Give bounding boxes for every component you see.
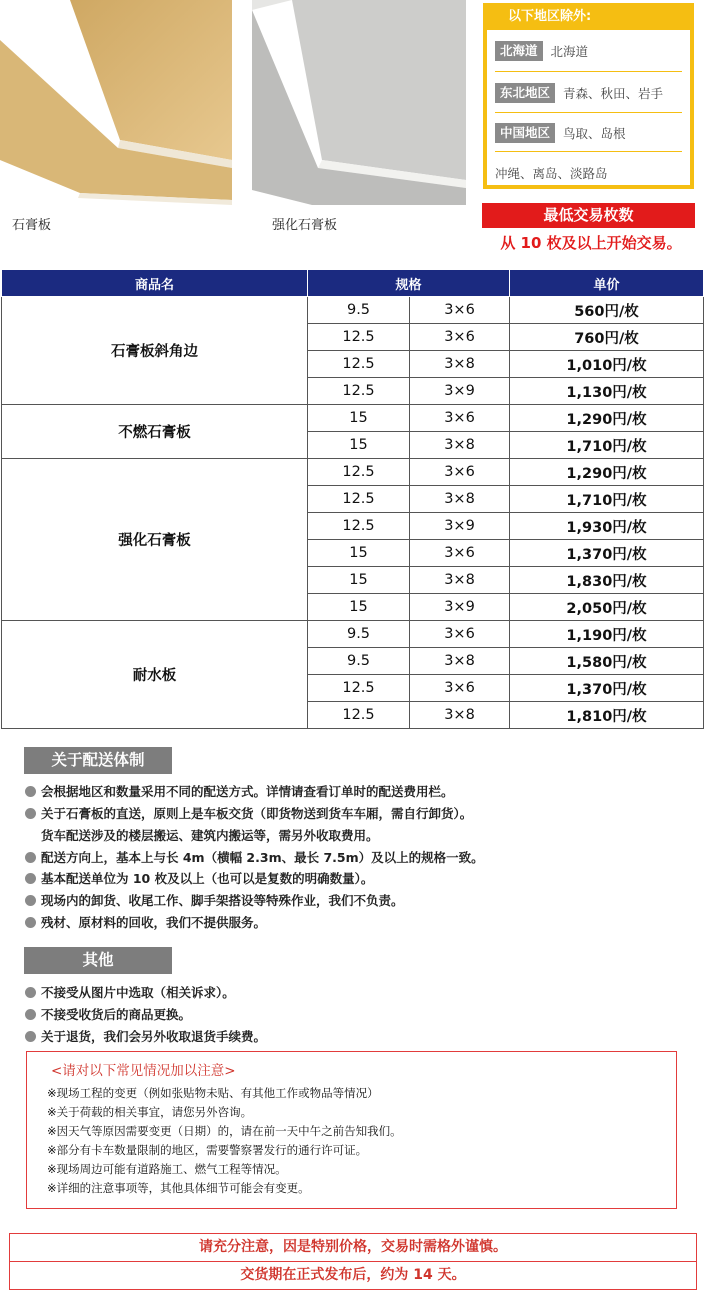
thickness-cell: 12.5 — [308, 486, 410, 513]
thickness-cell: 9.5 — [308, 648, 410, 675]
table-row — [2, 405, 704, 432]
product-name-cell: 耐水板 — [2, 621, 308, 729]
thickness-cell: 15 — [308, 405, 410, 432]
thickness-cell: 12.5 — [308, 324, 410, 351]
other-line: 关于退货，我们会另外收取退货手续费。 — [25, 1027, 266, 1045]
other-section-title: 其他 — [24, 947, 172, 974]
special-price-warning: 请充分注意，因是特别价格，交易时需格外谨慎。 — [9, 1233, 697, 1262]
header-unit-price: 单价 — [510, 270, 704, 297]
unit-price-cell: 1,830円/枚 — [510, 567, 704, 594]
unit-price-cell: 1,580円/枚 — [510, 648, 704, 675]
size-cell: 3×6 — [410, 297, 510, 324]
table-row — [2, 621, 704, 648]
region-text: 青森、秋田、岩手 — [563, 86, 664, 101]
size-cell: 3×6 — [410, 405, 510, 432]
delivery-time-note: 交货期在正式发布后，约为 14 天。 — [9, 1261, 697, 1290]
table-row — [2, 297, 704, 324]
region-text: 北海道 — [550, 44, 589, 59]
product-name-cell: 石膏板斜角边 — [2, 297, 308, 405]
excluded-regions-box — [483, 3, 694, 189]
gypsum-board-illustration — [0, 0, 232, 205]
notice-line: ※因天气等原因需要变更（日期）的，请在前一天中午之前告知我们。 — [47, 1124, 402, 1138]
header-spec: 规格 — [308, 270, 510, 297]
unit-price-cell: 1,190円/枚 — [510, 621, 704, 648]
size-cell: 3×8 — [410, 702, 510, 729]
region-tag: 中国地区 — [495, 123, 555, 143]
delivery-line: 基本配送单位为 10 枚及以上（也可以是复数的明确数量）。 — [25, 869, 373, 887]
size-cell: 3×9 — [410, 378, 510, 405]
size-cell: 3×8 — [410, 648, 510, 675]
unit-price-cell: 1,290円/枚 — [510, 459, 704, 486]
size-cell: 3×6 — [410, 540, 510, 567]
bullet-icon — [25, 873, 36, 884]
region-tag: 北海道 — [495, 41, 543, 61]
thickness-cell: 12.5 — [308, 351, 410, 378]
size-cell: 3×9 — [410, 594, 510, 621]
thickness-cell: 12.5 — [308, 702, 410, 729]
bullet-icon — [25, 1031, 36, 1042]
thickness-cell: 12.5 — [308, 675, 410, 702]
notice-line: ※现场工程的变更（例如张贴物未贴、有其他工作或物品等情况） — [47, 1086, 379, 1100]
size-cell: 3×6 — [410, 324, 510, 351]
minimum-quantity-banner: 最低交易枚数 — [482, 203, 695, 228]
unit-price-cell: 560円/枚 — [510, 297, 704, 324]
unit-price-cell: 1,010円/枚 — [510, 351, 704, 378]
table-header-row — [2, 270, 704, 297]
table-row — [2, 459, 704, 486]
price-table — [1, 269, 704, 729]
reinforced-board-illustration — [252, 0, 466, 205]
bullet-icon — [25, 808, 36, 819]
size-cell: 3×6 — [410, 675, 510, 702]
bullet-icon — [25, 917, 36, 928]
unit-price-cell: 2,050円/枚 — [510, 594, 704, 621]
size-cell: 3×8 — [410, 351, 510, 378]
thickness-cell: 9.5 — [308, 297, 410, 324]
delivery-line: 关于石膏板的直送，原则上是车板交货（即货物送到货车车厢，需自行卸货）。 — [25, 804, 472, 822]
notice-box — [26, 1051, 677, 1209]
delivery-line: 会根据地区和数量采用不同的配送方式。详情请查看订单时的配送费用栏。 — [25, 782, 454, 800]
unit-price-cell: 1,290円/枚 — [510, 405, 704, 432]
size-cell: 3×6 — [410, 459, 510, 486]
unit-price-cell: 1,130円/枚 — [510, 378, 704, 405]
excluded-regions-title: 以下地区除外: — [486, 6, 691, 30]
thickness-cell: 15 — [308, 567, 410, 594]
size-cell: 3×8 — [410, 486, 510, 513]
thickness-cell: 12.5 — [308, 378, 410, 405]
unit-price-cell: 1,370円/枚 — [510, 675, 704, 702]
bullet-icon — [25, 786, 36, 797]
delivery-line: 配送方向上，基本上与长 4m（横幅 2.3m、最长 7.5m）及以上的规格一致。 — [25, 848, 484, 866]
unit-price-cell: 1,710円/枚 — [510, 432, 704, 459]
unit-price-cell: 1,710円/枚 — [510, 486, 704, 513]
notice-line: ※部分有卡车数量限制的地区，需要警察署发行的通行许可证。 — [47, 1143, 368, 1157]
header-product-name: 商品名 — [2, 270, 308, 297]
product-name-cell: 不燃石膏板 — [2, 405, 308, 459]
size-cell: 3×6 — [410, 621, 510, 648]
notice-title: <请对以下常见情况加以注意> — [51, 1063, 236, 1079]
region-row-chugoku — [495, 123, 626, 143]
delivery-section-title: 关于配送体制 — [24, 747, 172, 774]
bullet-icon — [25, 852, 36, 863]
unit-price-cell: 760円/枚 — [510, 324, 704, 351]
region-text: 冲绳、离岛、淡路岛 — [495, 166, 608, 181]
thickness-cell: 15 — [308, 594, 410, 621]
other-line: 不接受从图片中选取（相关诉求）。 — [25, 983, 235, 1001]
size-cell: 3×8 — [410, 432, 510, 459]
reinforced-board-caption: 强化石膏板 — [272, 218, 338, 233]
thickness-cell: 12.5 — [308, 513, 410, 540]
gypsum-board-image — [0, 0, 232, 205]
thickness-cell: 12.5 — [308, 459, 410, 486]
thickness-cell: 9.5 — [308, 621, 410, 648]
delivery-line-continued: 货车配送涉及的楼层搬运、建筑内搬运等，需另外收取费用。 — [41, 828, 379, 843]
region-tag: 东北地区 — [495, 83, 555, 103]
region-row-islands — [495, 164, 608, 182]
region-row-tohoku — [495, 83, 663, 103]
unit-price-cell: 1,930円/枚 — [510, 513, 704, 540]
gypsum-board-caption: 石膏板 — [12, 218, 52, 233]
thickness-cell: 15 — [308, 432, 410, 459]
size-cell: 3×9 — [410, 513, 510, 540]
size-cell: 3×8 — [410, 567, 510, 594]
region-text: 鸟取、岛根 — [563, 126, 626, 141]
unit-price-cell: 1,810円/枚 — [510, 702, 704, 729]
reinforced-board-image — [252, 0, 466, 205]
other-line: 不接受收货后的商品更换。 — [25, 1005, 191, 1023]
product-name-cell: 强化石膏板 — [2, 459, 308, 621]
unit-price-cell: 1,370円/枚 — [510, 540, 704, 567]
delivery-line: 现场内的卸货、收尾工作、脚手架搭设等特殊作业，我们不负责。 — [25, 891, 404, 909]
bullet-icon — [25, 987, 36, 998]
minimum-quantity-note: 从 10 枚及以上开始交易。 — [500, 234, 682, 252]
delivery-line: 残材、原材料的回收，我们不提供服务。 — [25, 913, 266, 931]
thickness-cell: 15 — [308, 540, 410, 567]
region-row-hokkaido — [495, 41, 588, 61]
notice-line: ※现场周边可能有道路施工、燃气工程等情况。 — [47, 1162, 287, 1176]
bullet-icon — [25, 1009, 36, 1020]
bullet-icon — [25, 895, 36, 906]
notice-line: ※详细的注意事项等，其他具体细节可能会有变更。 — [47, 1181, 310, 1195]
notice-line: ※关于荷载的相关事宜，请您另外咨询。 — [47, 1105, 253, 1119]
